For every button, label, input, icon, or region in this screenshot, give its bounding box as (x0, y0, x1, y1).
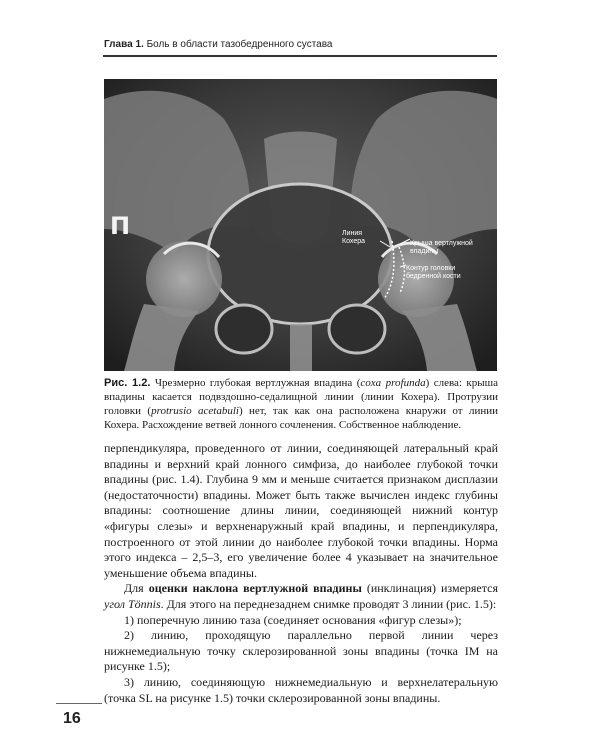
list-item-2: 2) линию, проходящую параллельно первой линии через нижнемедиальную точку склерозированной зоны впадины (точка IM на рисунке 1.5); (104, 628, 498, 674)
label-acetabular-roof-2: впадины (410, 248, 439, 255)
caption-term-2: protrusio acetabuli (151, 405, 239, 417)
paragraph-2-a: Для (124, 581, 149, 596)
body-text (104, 441, 498, 706)
caption-text-3: ) нет, так как она расположена кнаружи от линии Кохера. Расхождение ветвей лонного сочленения. Собственное наблюдение. (104, 405, 499, 431)
label-kohler-line (342, 230, 365, 246)
paragraph-2-term: угол Tönnis (104, 596, 161, 611)
side-marker: П (110, 212, 131, 240)
caption-text-2: ) слева: крыша впадины касается подвздошно-седалищной линии (линии Кохера). Протрузии головки ( (104, 377, 499, 417)
pelvis-xray-image (104, 79, 497, 371)
list-item-3: 3) линию, соединяющую нижнемедиальную и верхнелатеральную (точка SL на рисунке 1.5) точки склерозированной зоны впадины. (104, 674, 498, 705)
label-kohler-line-2: Кохера (342, 238, 365, 245)
xray-drawing (104, 79, 497, 371)
label-acetabular-roof-1: Крыша вертлужной (410, 240, 473, 247)
page-number: 16 (63, 710, 81, 727)
header-rule (103, 55, 497, 57)
paragraph-2-emphasis: оценки наклона вертлужной впадины (148, 581, 362, 596)
chapter-title: Боль в области тазобедренного сустава (146, 39, 333, 50)
footer-rule (56, 703, 102, 704)
label-kohler-line-1: Линия (342, 230, 363, 237)
paragraph-2 (104, 581, 498, 612)
running-head (104, 39, 332, 50)
caption-text-1: Чрезмерно глубокая вертлужная впадина ( (150, 377, 361, 389)
figure-caption (104, 376, 498, 432)
label-femoral-head (406, 265, 461, 281)
label-femoral-head-2: бедренной кости (406, 273, 461, 280)
paragraph-1: перпендикуляра, проведенного от линии, соединяющей латеральный край впадины и верхний край лонного симфиза, до наиболее глубокой точки впадины (рис. 1.4). Глубина 9 мм и меньше считается признаком дисплазии (недостаточности) впадины. Может быть также вычислен индекс глубины впадины: соотношение длины линии, соединяющей нижний контур «фигуры слезы» и верхненаружный край впадины, и перпендикуляра, построенного от этой линии до наиболее глубокой точки впадины. Норма этого индекса – 2,5–3, его увеличение более 4 указывает на значительное уменьшение объема впадины. (104, 441, 498, 580)
chapter-number: Глава 1. (104, 39, 144, 50)
label-femoral-head-1: Контур головки (406, 265, 456, 272)
caption-label: Рис. 1.2. (104, 377, 151, 389)
label-acetabular-roof (410, 240, 473, 256)
paragraph-2-c: (инклинация) измеряется (361, 581, 498, 596)
list-item-1: 1) поперечную линию таза (соединяет основания «фигур слезы»); (124, 612, 462, 627)
caption-term-1: coxa profunda (360, 377, 426, 389)
paragraph-2-e: . Для этого на переднезаднем снимке проводят 3 линии (рис. 1.5): (160, 596, 497, 611)
